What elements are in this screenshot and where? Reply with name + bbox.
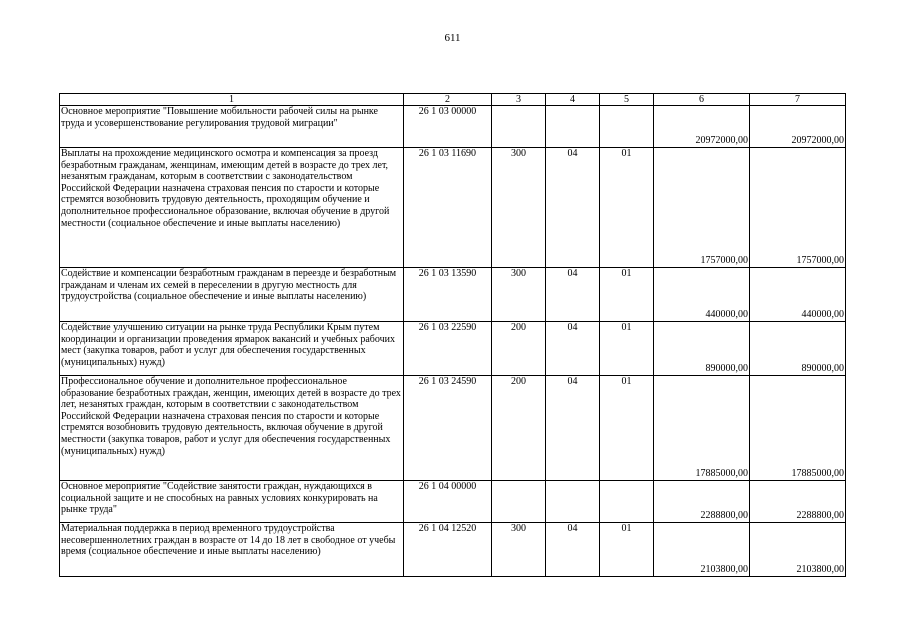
row-code: 26 1 03 22590 [404, 322, 492, 376]
row-amount-7: 17885000,00 [750, 376, 846, 481]
row-col3: 300 [492, 268, 546, 322]
row-description: Выплаты на прохождение медицинского осмотра и компенсация за проезд безработным гражданам, женщинам, имеющим детей в возрасте до трех лет, незанятым гражданам, которым в соответствии с законодательством Российской Федерации назначена страховая пенсия по старости и которые стремятся возобновить трудовую деятельность, проходящим обучение и дополнительное профессиональное образование, включая обучение в другой местности (социальное обеспечение и иные выплаты населению) [60, 148, 404, 268]
row-amount-6: 2103800,00 [654, 523, 750, 577]
column-header: 3 [492, 94, 546, 106]
row-amount-7: 440000,00 [750, 268, 846, 322]
column-header: 4 [546, 94, 600, 106]
row-col3: 200 [492, 322, 546, 376]
row-amount-6: 17885000,00 [654, 376, 750, 481]
column-header: 1 [60, 94, 404, 106]
row-col5: 01 [600, 523, 654, 577]
row-description: Профессиональное обучение и дополнительное профессиональное образование безработных граждан, женщин, имеющих детей в возрасте до трех лет, незанятых граждан, которым в соответствии с законодательством Российской Федерации назначена страховая пенсия по старости и которые стремятся возобновить трудовую деятельность, включая обучение в другой местности (закупка товаров, работ и услуг для обеспечения государственных (муниципальных) нужд) [60, 376, 404, 481]
row-col5: 01 [600, 148, 654, 268]
row-col4: 04 [546, 268, 600, 322]
row-col4: 04 [546, 322, 600, 376]
column-header: 7 [750, 94, 846, 106]
row-col3: 200 [492, 376, 546, 481]
row-code: 26 1 03 11690 [404, 148, 492, 268]
row-col5 [600, 106, 654, 148]
row-col5: 01 [600, 376, 654, 481]
row-amount-7: 2288800,00 [750, 481, 846, 523]
row-col4 [546, 106, 600, 148]
row-code: 26 1 03 24590 [404, 376, 492, 481]
row-col3: 300 [492, 148, 546, 268]
row-description: Содействие и компенсации безработным гражданам в переезде и безработным гражданам и членам их семей в переселении в другую местность для трудоустройства (социальное обеспечение и иные выплаты населению) [60, 268, 404, 322]
row-description: Материальная поддержка в период временного трудоустройства несовершеннолетних граждан в возрасте от 14 до 18 лет в свободное от учебы время (социальное обеспечение и иные выплаты населению) [60, 523, 404, 577]
row-col5: 01 [600, 268, 654, 322]
budget-table [59, 93, 846, 577]
row-amount-6: 890000,00 [654, 322, 750, 376]
row-col4: 04 [546, 376, 600, 481]
row-col4 [546, 481, 600, 523]
table-row [60, 322, 846, 376]
table-row [60, 268, 846, 322]
row-amount-6: 2288800,00 [654, 481, 750, 523]
column-header: 5 [600, 94, 654, 106]
row-col4: 04 [546, 148, 600, 268]
row-code: 26 1 04 00000 [404, 481, 492, 523]
table-row [60, 376, 846, 481]
row-col5 [600, 481, 654, 523]
table-row [60, 106, 846, 148]
row-col4: 04 [546, 523, 600, 577]
row-amount-7: 2103800,00 [750, 523, 846, 577]
table-row [60, 523, 846, 577]
table-row [60, 148, 846, 268]
table-header-row [60, 94, 846, 106]
row-amount-7: 20972000,00 [750, 106, 846, 148]
page-number: 611 [444, 32, 461, 44]
table-row [60, 481, 846, 523]
row-col3: 300 [492, 523, 546, 577]
row-amount-7: 1757000,00 [750, 148, 846, 268]
column-header: 6 [654, 94, 750, 106]
column-header: 2 [404, 94, 492, 106]
row-col3 [492, 106, 546, 148]
row-description: Основное мероприятие "Повышение мобильности рабочей силы на рынке труда и усовершенствование регулирования трудовой миграции" [60, 106, 404, 148]
row-col5: 01 [600, 322, 654, 376]
row-description: Основное мероприятие "Содействие занятости граждан, нуждающихся в социальной защите и не способных на равных условиях конкурировать на рынке труда" [60, 481, 404, 523]
row-description: Содействие улучшению ситуации на рынке труда Республики Крым путем координации и организации проведения ярмарок вакансий и учебных рабочих мест (закупка товаров, работ и услуг для обеспечения государственных (муниципальных) нужд) [60, 322, 404, 376]
row-code: 26 1 04 12520 [404, 523, 492, 577]
row-code: 26 1 03 00000 [404, 106, 492, 148]
row-amount-6: 20972000,00 [654, 106, 750, 148]
row-col3 [492, 481, 546, 523]
row-code: 26 1 03 13590 [404, 268, 492, 322]
row-amount-7: 890000,00 [750, 322, 846, 376]
row-amount-6: 1757000,00 [654, 148, 750, 268]
row-amount-6: 440000,00 [654, 268, 750, 322]
